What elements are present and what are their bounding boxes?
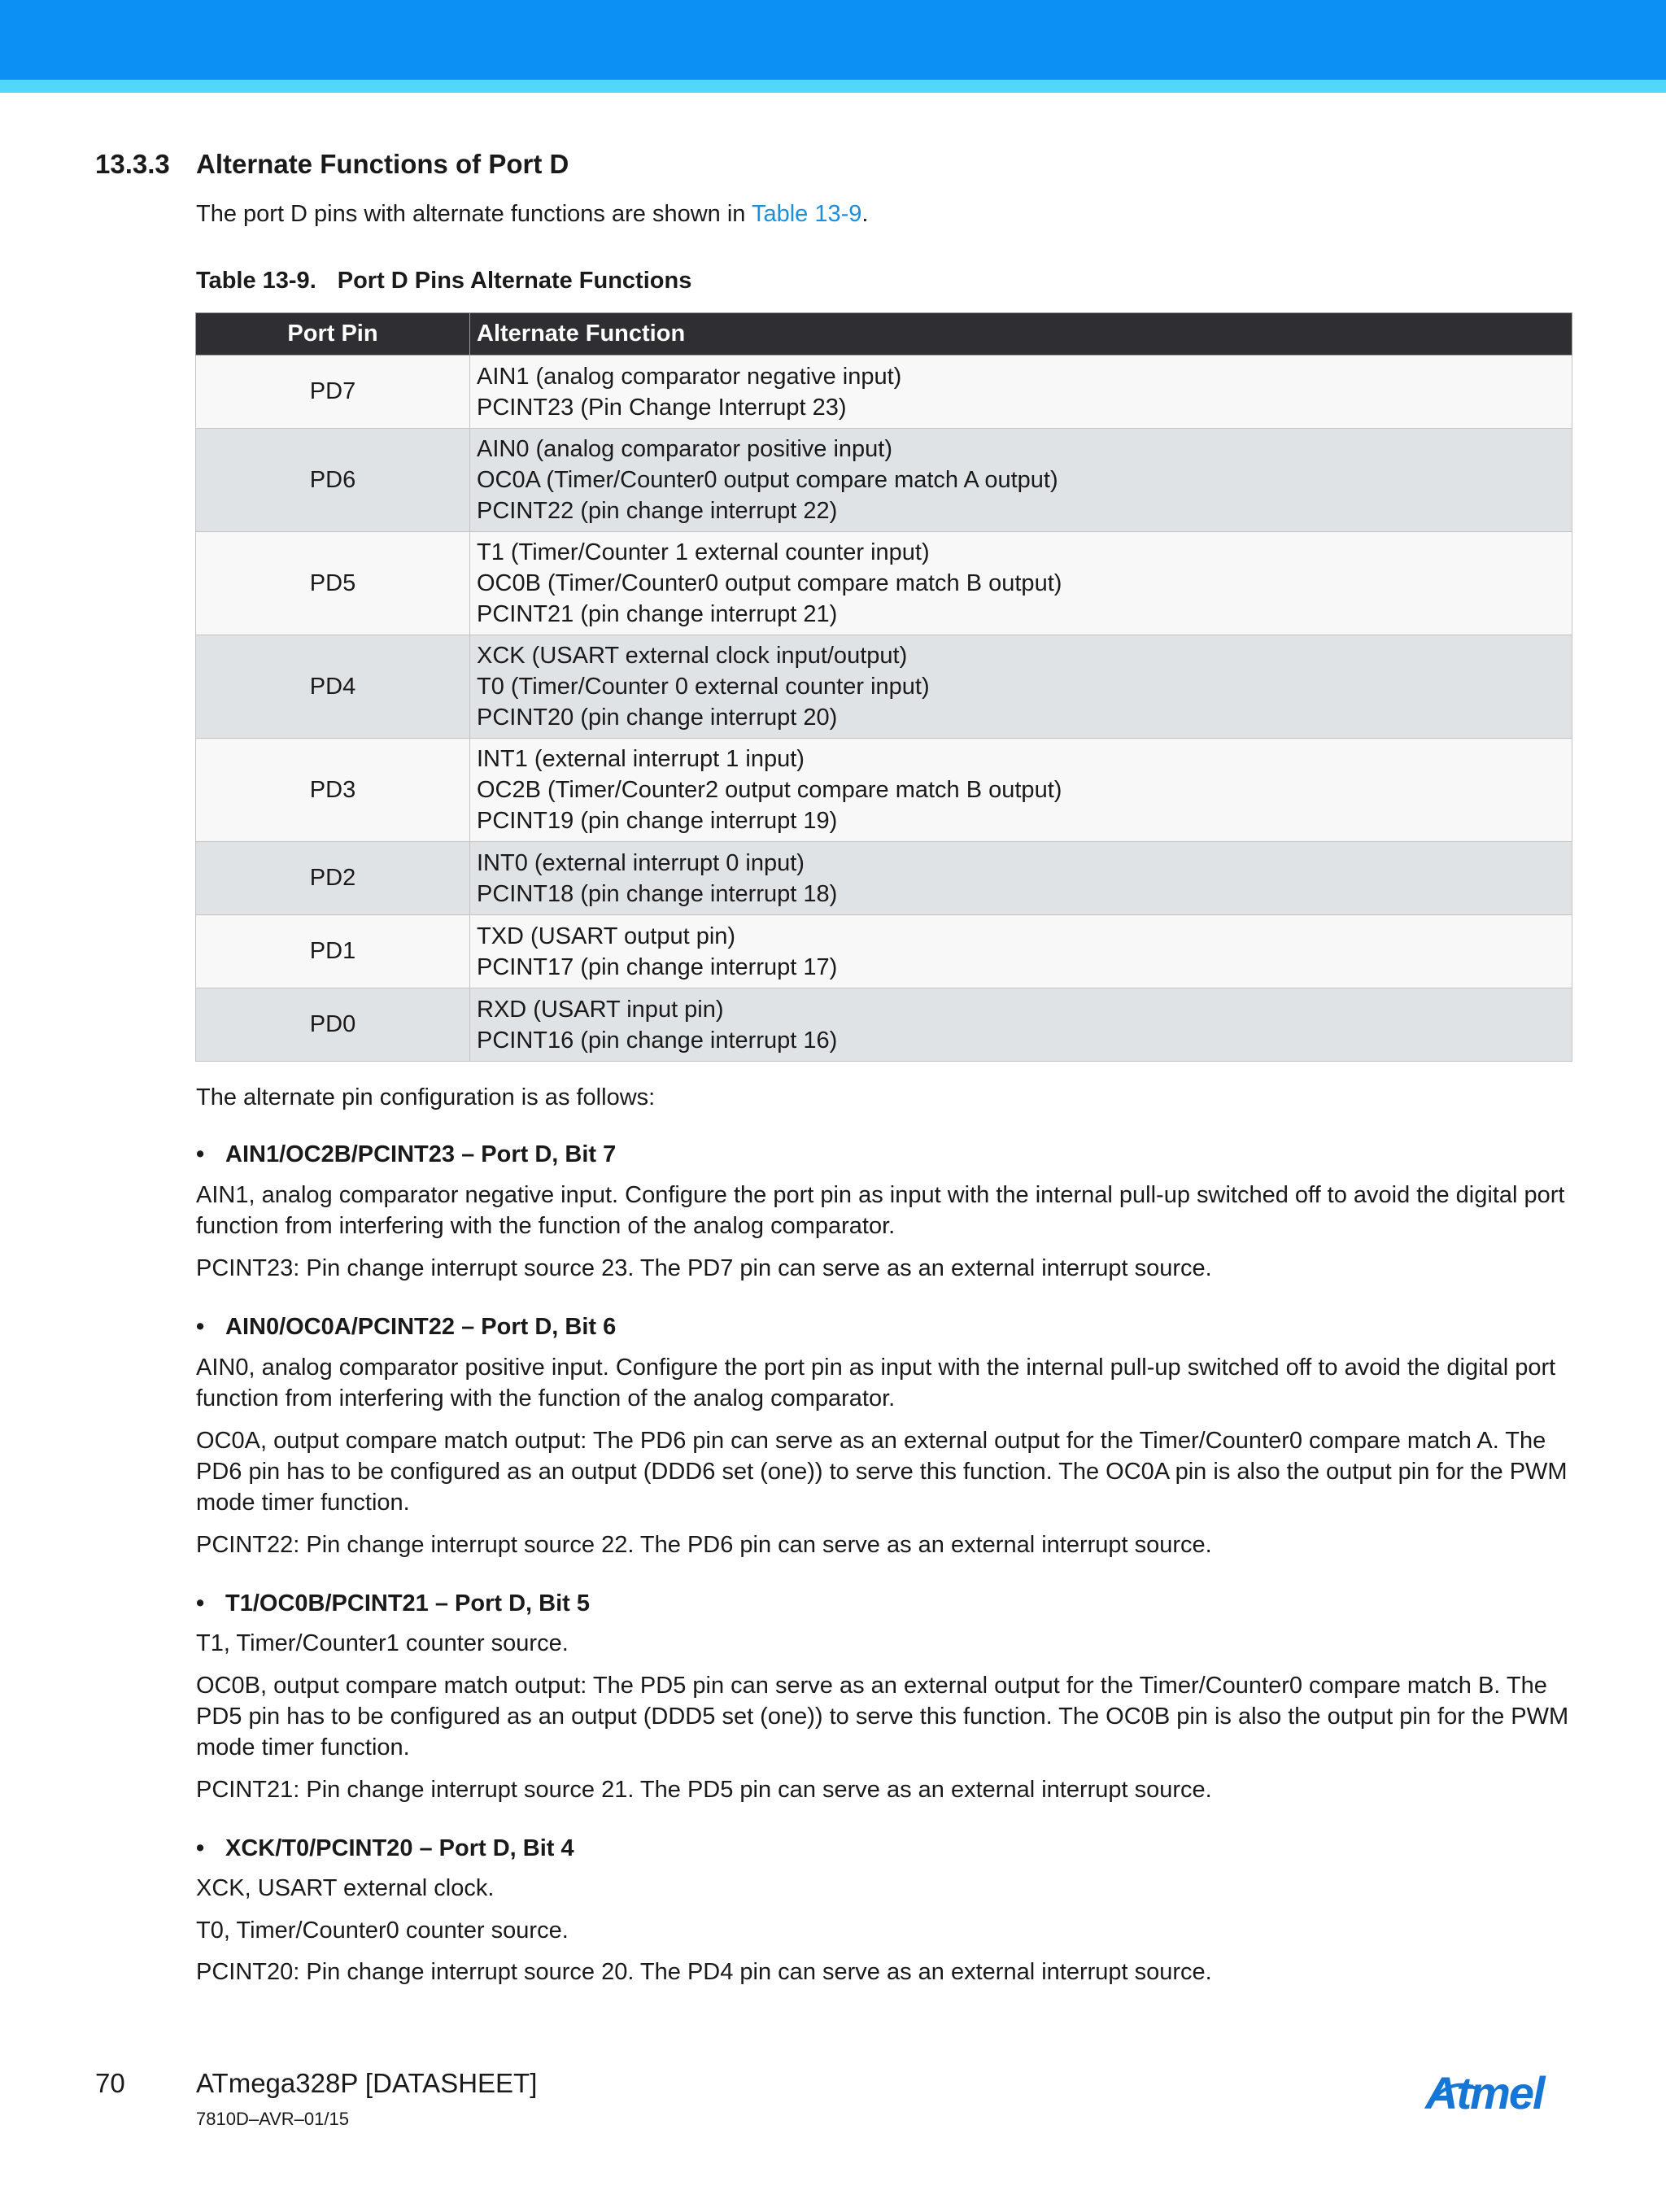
- intro-paragraph: [196, 199, 1575, 229]
- port-pin-cell: PD2: [196, 842, 470, 915]
- section-number: 13.3.3: [95, 149, 170, 179]
- table-header-row: [196, 313, 1572, 356]
- header-stripe: [0, 80, 1666, 93]
- alternate-function-cell: [470, 988, 1572, 1062]
- port-pin-cell: PD5: [196, 532, 470, 635]
- bullet-heading-text: XCK/T0/PCINT20 – Port D, Bit 4: [225, 1835, 574, 1861]
- function-line: OC2B (Timer/Counter2 output compare match B output): [477, 777, 1062, 803]
- port-pin-cell: PD1: [196, 915, 470, 988]
- alternate-function-cell: [470, 532, 1572, 635]
- bullet-dot: •: [196, 1314, 205, 1340]
- port-pin-cell: PD4: [196, 635, 470, 739]
- intro-text-after: .: [861, 201, 869, 227]
- port-pin-cell: PD0: [196, 988, 470, 1062]
- function-line: T1 (Timer/Counter 1 external counter input): [477, 539, 930, 565]
- table-caption-label: Table 13-9.: [196, 268, 316, 294]
- alternate-function-cell: [470, 429, 1572, 532]
- document-title: ATmega328P [DATASHEET]: [196, 2068, 538, 2098]
- alternate-function-cell: [470, 356, 1572, 429]
- function-line: INT0 (external interrupt 0 input): [477, 849, 805, 876]
- intro-text-before: The port D pins with alternate functions are shown in: [196, 201, 752, 227]
- function-line: PCINT18 (pin change interrupt 18): [477, 880, 838, 907]
- bullet-paragraph: PCINT21: Pin change interrupt source 21. The PD5 pin can serve as an external interrupt source.: [196, 1777, 1212, 1803]
- bullet-paragraph: PCINT22: Pin change interrupt source 22. The PD6 pin can serve as an external interrupt source.: [196, 1532, 1212, 1558]
- bullet-heading-bit5: [196, 1590, 590, 1617]
- table-reference-link[interactable]: Table 13-9: [751, 201, 862, 227]
- table-row: [196, 988, 1572, 1062]
- column-header-port-pin: Port Pin: [196, 313, 470, 356]
- table-row: [196, 739, 1572, 842]
- function-line: PCINT16 (pin change interrupt 16): [477, 1027, 838, 1054]
- function-line: AIN1 (analog comparator negative input): [477, 363, 902, 390]
- function-line: OC0B (Timer/Counter0 output compare match B output): [477, 570, 1062, 596]
- port-d-pins-table: [195, 312, 1572, 1062]
- function-line: PCINT20 (pin change interrupt 20): [477, 705, 838, 731]
- atmel-logo: [1424, 2066, 1570, 2118]
- function-line: PCINT21 (pin change interrupt 21): [477, 601, 838, 627]
- bullet-paragraph: AIN1, analog comparator negative input. Configure the port pin as input with the internal pull-up switched off to avoid the digital port function from interfering with the function of the analog comparator.: [196, 1182, 1565, 1239]
- bullet-dot: •: [196, 1590, 205, 1616]
- bullet-paragraph: AIN0, analog comparator positive input. Configure the port pin as input with the internal pull-up switched off to avoid the digital port function from interfering with the function of the analog comparator.: [196, 1355, 1556, 1411]
- bullet-paragraph: OC0B, output compare match output: The PD5 pin can serve as an external output for the Timer/Counter0 compare match B. The PD5 pin has to be configured as an output (DDD5 set (one)) to serve this function. The OC0B pin is also the output pin for the PWM mode timer function.: [196, 1673, 1569, 1760]
- table-row: [196, 842, 1572, 915]
- function-line: PCINT17 (pin change interrupt 17): [477, 953, 838, 980]
- table-row: [196, 532, 1572, 635]
- bullet-paragraph: XCK, USART external clock.: [196, 1875, 495, 1901]
- bullet-heading-text: T1/OC0B/PCINT21 – Port D, Bit 5: [225, 1590, 590, 1616]
- bullet-paragraph: OC0A, output compare match output: The PD6 pin can serve as an external output for the Timer/Counter0 compare match A. The PD6 pin has to be configured as an output (DDD6 set (one)) to serve this function. The OC0A pin is also the output pin for the PWM mode timer function.: [196, 1428, 1568, 1516]
- function-line: INT1 (external interrupt 1 input): [477, 746, 805, 772]
- bullet-heading-bit4: [196, 1835, 574, 1862]
- function-line: AIN0 (analog comparator positive input): [477, 436, 892, 462]
- table-row: [196, 635, 1572, 739]
- document-code: 7810D–AVR–01/15: [196, 2109, 349, 2129]
- table-row: [196, 915, 1572, 988]
- alternate-function-cell: [470, 635, 1572, 739]
- bullet-heading-bit6: [196, 1314, 616, 1341]
- bullet-heading-text: AIN0/OC0A/PCINT22 – Port D, Bit 6: [225, 1314, 617, 1340]
- bullet-paragraph: PCINT20: Pin change interrupt source 20. The PD4 pin can serve as an external interrupt source.: [196, 1959, 1212, 1985]
- port-pin-cell: PD7: [196, 356, 470, 429]
- function-line: OC0A (Timer/Counter0 output compare match A output): [477, 467, 1058, 493]
- function-line: XCK (USART external clock input/output): [477, 643, 908, 669]
- page-number: 70: [95, 2068, 125, 2098]
- bullet-paragraph: PCINT23: Pin change interrupt source 23. The PD7 pin can serve as an external interrupt source.: [196, 1255, 1212, 1281]
- section-title: Alternate Functions of Port D: [196, 149, 569, 179]
- table-caption: [196, 268, 691, 294]
- port-pin-cell: PD3: [196, 739, 470, 842]
- function-line: PCINT19 (pin change interrupt 19): [477, 808, 838, 834]
- bullet-heading-bit7: [196, 1141, 616, 1168]
- function-line: PCINT23 (Pin Change Interrupt 23): [477, 394, 847, 421]
- table-row: [196, 429, 1572, 532]
- table-row: [196, 356, 1572, 429]
- bullet-paragraph: T1, Timer/Counter1 counter source.: [196, 1630, 569, 1656]
- config-intro: The alternate pin configuration is as follows:: [196, 1084, 656, 1110]
- bullet-paragraph: T0, Timer/Counter0 counter source.: [196, 1918, 569, 1944]
- port-pin-cell: PD6: [196, 429, 470, 532]
- alternate-function-cell: [470, 842, 1572, 915]
- header-bar: [0, 0, 1666, 80]
- bullet-dot: •: [196, 1141, 205, 1167]
- alternate-function-cell: [470, 915, 1572, 988]
- column-header-alternate-function: Alternate Function: [470, 313, 1572, 356]
- alternate-function-cell: [470, 739, 1572, 842]
- atmel-logo-text: Atmel: [1425, 2067, 1544, 2118]
- function-line: T0 (Timer/Counter 0 external counter input): [477, 674, 930, 700]
- function-line: PCINT22 (pin change interrupt 22): [477, 498, 838, 524]
- function-line: TXD (USART output pin): [477, 923, 736, 949]
- bullet-dot: •: [196, 1835, 205, 1861]
- table-caption-title: Port D Pins Alternate Functions: [337, 268, 692, 294]
- bullet-heading-text: AIN1/OC2B/PCINT23 – Port D, Bit 7: [225, 1141, 617, 1167]
- function-line: RXD (USART input pin): [477, 996, 724, 1023]
